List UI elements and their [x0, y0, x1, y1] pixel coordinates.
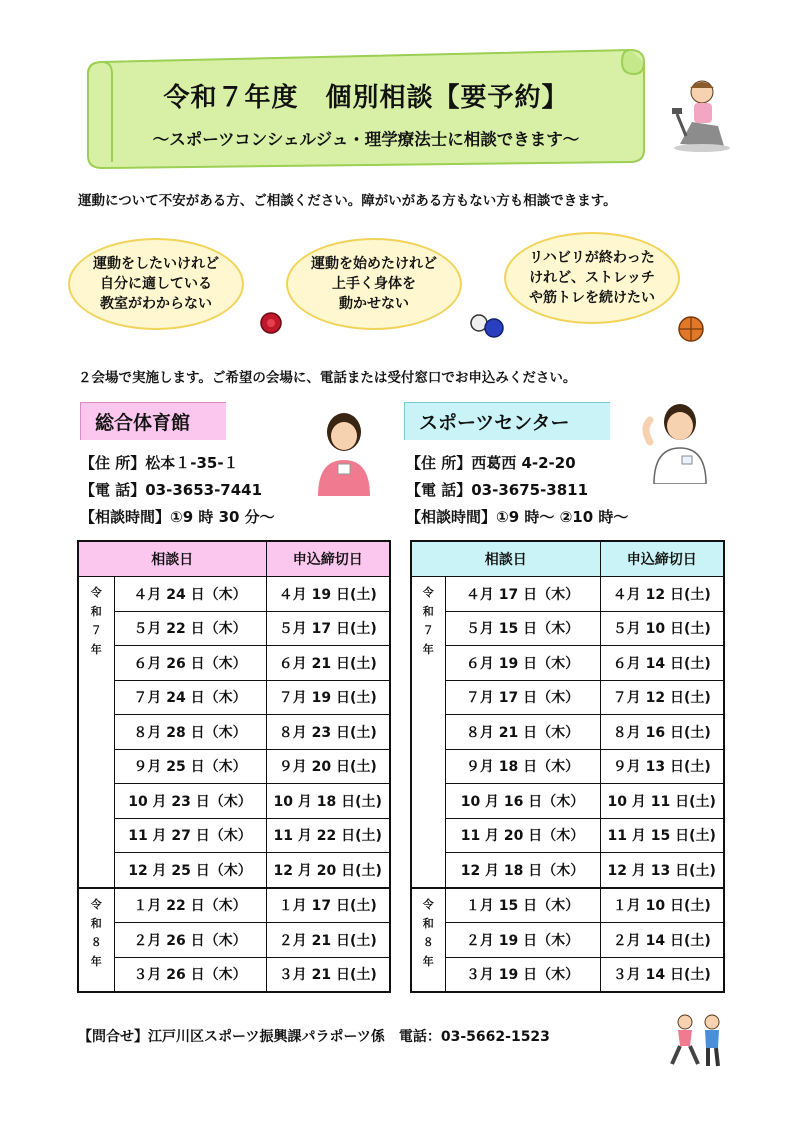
balls-icon [468, 312, 508, 340]
table-row [411, 611, 724, 646]
header-date: 相談日 [411, 541, 600, 577]
consult-date: 12 月 25 日（木） [114, 853, 266, 888]
consult-date: ６月 26 日（木） [114, 646, 266, 681]
staff-man-illustration [636, 398, 720, 484]
consult-date: ４月 24 日（木） [114, 577, 266, 612]
consult-date: ７月 24 日（木） [114, 680, 266, 715]
deadline-date: ２月 14 日(土) [600, 923, 724, 958]
deadline-date: ２月 21 日(土) [266, 923, 390, 958]
deadline-date: ６月 14 日(土) [600, 646, 724, 681]
title-banner [82, 44, 650, 172]
concern-bubble-1: 運動をしたいけれど 自分に適している 教室がわからない [68, 238, 244, 330]
table-row [78, 784, 390, 819]
venue-2-phone: 【電 話】03-3675-3811 [406, 481, 589, 499]
table-row [78, 680, 390, 715]
era-r8: 令 和 ８ 年 [411, 888, 445, 993]
table-row [411, 818, 724, 853]
consult-date: ５月 15 日（木） [445, 611, 600, 646]
header-deadline: 申込締切日 [600, 541, 724, 577]
table-row [411, 680, 724, 715]
table-row [411, 577, 724, 612]
consult-date: 10 月 23 日（木） [114, 784, 266, 819]
staff-woman-illustration [308, 408, 380, 496]
deadline-date: ８月 23 日(土) [266, 715, 390, 750]
venue-2-label: スポーツセンター [404, 402, 610, 440]
venue-1-phone: 【電 話】03-3653-7441 [80, 481, 263, 499]
deadline-date: 11 月 22 日(土) [266, 818, 390, 853]
consult-date: ３月 19 日（木） [445, 957, 600, 992]
table-row [78, 818, 390, 853]
era-r7: 令 和 ７ 年 [78, 577, 114, 888]
deadline-date: ８月 16 日(土) [600, 715, 724, 750]
consult-date: 10 月 16 日（木） [445, 784, 600, 819]
deadline-date: 10 月 11 日(土) [600, 784, 724, 819]
basketball-icon [676, 314, 706, 344]
concern-bubble-2: 運動を始めたけれど 上手く身体を 動かせない [286, 238, 462, 330]
consult-date: ９月 18 日（木） [445, 749, 600, 784]
venue-1-address: 【住 所】松本１-35-１ [80, 454, 239, 472]
venue-2-address: 【住 所】西葛西 4-2-20 [406, 454, 576, 472]
table-row [78, 646, 390, 681]
table-row [411, 646, 724, 681]
page-subtitle: ～スポーツコンシェルジュ・理学療法士に相談できます～ [152, 130, 580, 149]
era-r7: 令 和 ７ 年 [411, 577, 445, 888]
deadline-date: ９月 20 日(土) [266, 749, 390, 784]
header-date: 相談日 [78, 541, 266, 577]
consult-date: 11 月 20 日（木） [445, 818, 600, 853]
consult-date: 11 月 27 日（木） [114, 818, 266, 853]
consult-date: ２月 19 日（木） [445, 923, 600, 958]
venue-2-hours: 【相談時間】①9 時～ ②10 時～ [406, 508, 629, 526]
venue-1-hours: 【相談時間】①9 時 30 分～ [80, 508, 275, 526]
table-row [411, 853, 724, 888]
era-r8: 令 和 ８ 年 [78, 888, 114, 993]
deadline-date: ４月 19 日(土) [266, 577, 390, 612]
deadline-date: １月 17 日(土) [266, 888, 390, 923]
consult-date: １月 15 日（木） [445, 888, 600, 923]
deadline-date: ５月 10 日(土) [600, 611, 724, 646]
table-header-row [411, 541, 724, 577]
consult-date: ４月 17 日（木） [445, 577, 600, 612]
table-row [411, 715, 724, 750]
deadline-date: ３月 14 日(土) [600, 957, 724, 992]
table-row [78, 715, 390, 750]
deadline-date: 12 月 13 日(土) [600, 853, 724, 888]
consult-date: ９月 25 日（木） [114, 749, 266, 784]
deadline-date: ７月 12 日(土) [600, 680, 724, 715]
page-title: 令和７年度 個別相談【要予約】 [163, 83, 569, 113]
header-deadline: 申込締切日 [266, 541, 390, 577]
deadline-date: 12 月 20 日(土) [266, 853, 390, 888]
table-row [411, 923, 724, 958]
exercise-bike-illustration [662, 74, 738, 154]
table-row [78, 888, 390, 923]
consult-date: ７月 17 日（木） [445, 680, 600, 715]
table-row [78, 577, 390, 612]
concern-bubble-3: リハビリが終わった けれど、ストレッチ や筋トレを続けたい [504, 232, 680, 324]
deadline-date: 10 月 18 日(土) [266, 784, 390, 819]
consult-date: ６月 19 日（木） [445, 646, 600, 681]
consult-date: 12 月 18 日（木） [445, 853, 600, 888]
table-row [78, 611, 390, 646]
deadline-date: ５月 17 日(土) [266, 611, 390, 646]
deadline-date: ４月 12 日(土) [600, 577, 724, 612]
consult-date: ２月 26 日（木） [114, 923, 266, 958]
contact-info: 【問合せ】江戸川区スポーツ振興課パラポーツ係 電話：03-5662-1523 [78, 1029, 550, 1045]
table-row [411, 888, 724, 923]
consult-date: ３月 26 日（木） [114, 957, 266, 992]
table-row [411, 957, 724, 992]
table-row [411, 784, 724, 819]
intro-text: 運動について不安がある方、ご相談ください。障がいがある方もない方も相談できます。 [78, 193, 617, 209]
table-row [78, 923, 390, 958]
table-header-row [78, 541, 390, 577]
consult-date: ８月 28 日（木） [114, 715, 266, 750]
deadline-date: 11 月 15 日(土) [600, 818, 724, 853]
red-ball-icon [258, 310, 284, 336]
venue-1-label: 総合体育館 [80, 402, 226, 440]
consult-date: ８月 21 日（木） [445, 715, 600, 750]
table-row [78, 957, 390, 992]
venue-1-schedule-table [77, 540, 391, 993]
deadline-date: ７月 19 日(土) [266, 680, 390, 715]
consult-date: ５月 22 日（木） [114, 611, 266, 646]
venue-2-schedule-table [410, 540, 725, 993]
stretching-people-illustration [668, 1012, 728, 1070]
venues-note: ２会場で実施します。ご希望の会場に、電話または受付窓口でお申込みください。 [78, 370, 577, 386]
table-row [411, 749, 724, 784]
deadline-date: １月 10 日(土) [600, 888, 724, 923]
deadline-date: ３月 21 日(土) [266, 957, 390, 992]
table-row [78, 749, 390, 784]
consult-date: １月 22 日（木） [114, 888, 266, 923]
deadline-date: ６月 21 日(土) [266, 646, 390, 681]
table-row [78, 853, 390, 888]
deadline-date: ９月 13 日(土) [600, 749, 724, 784]
